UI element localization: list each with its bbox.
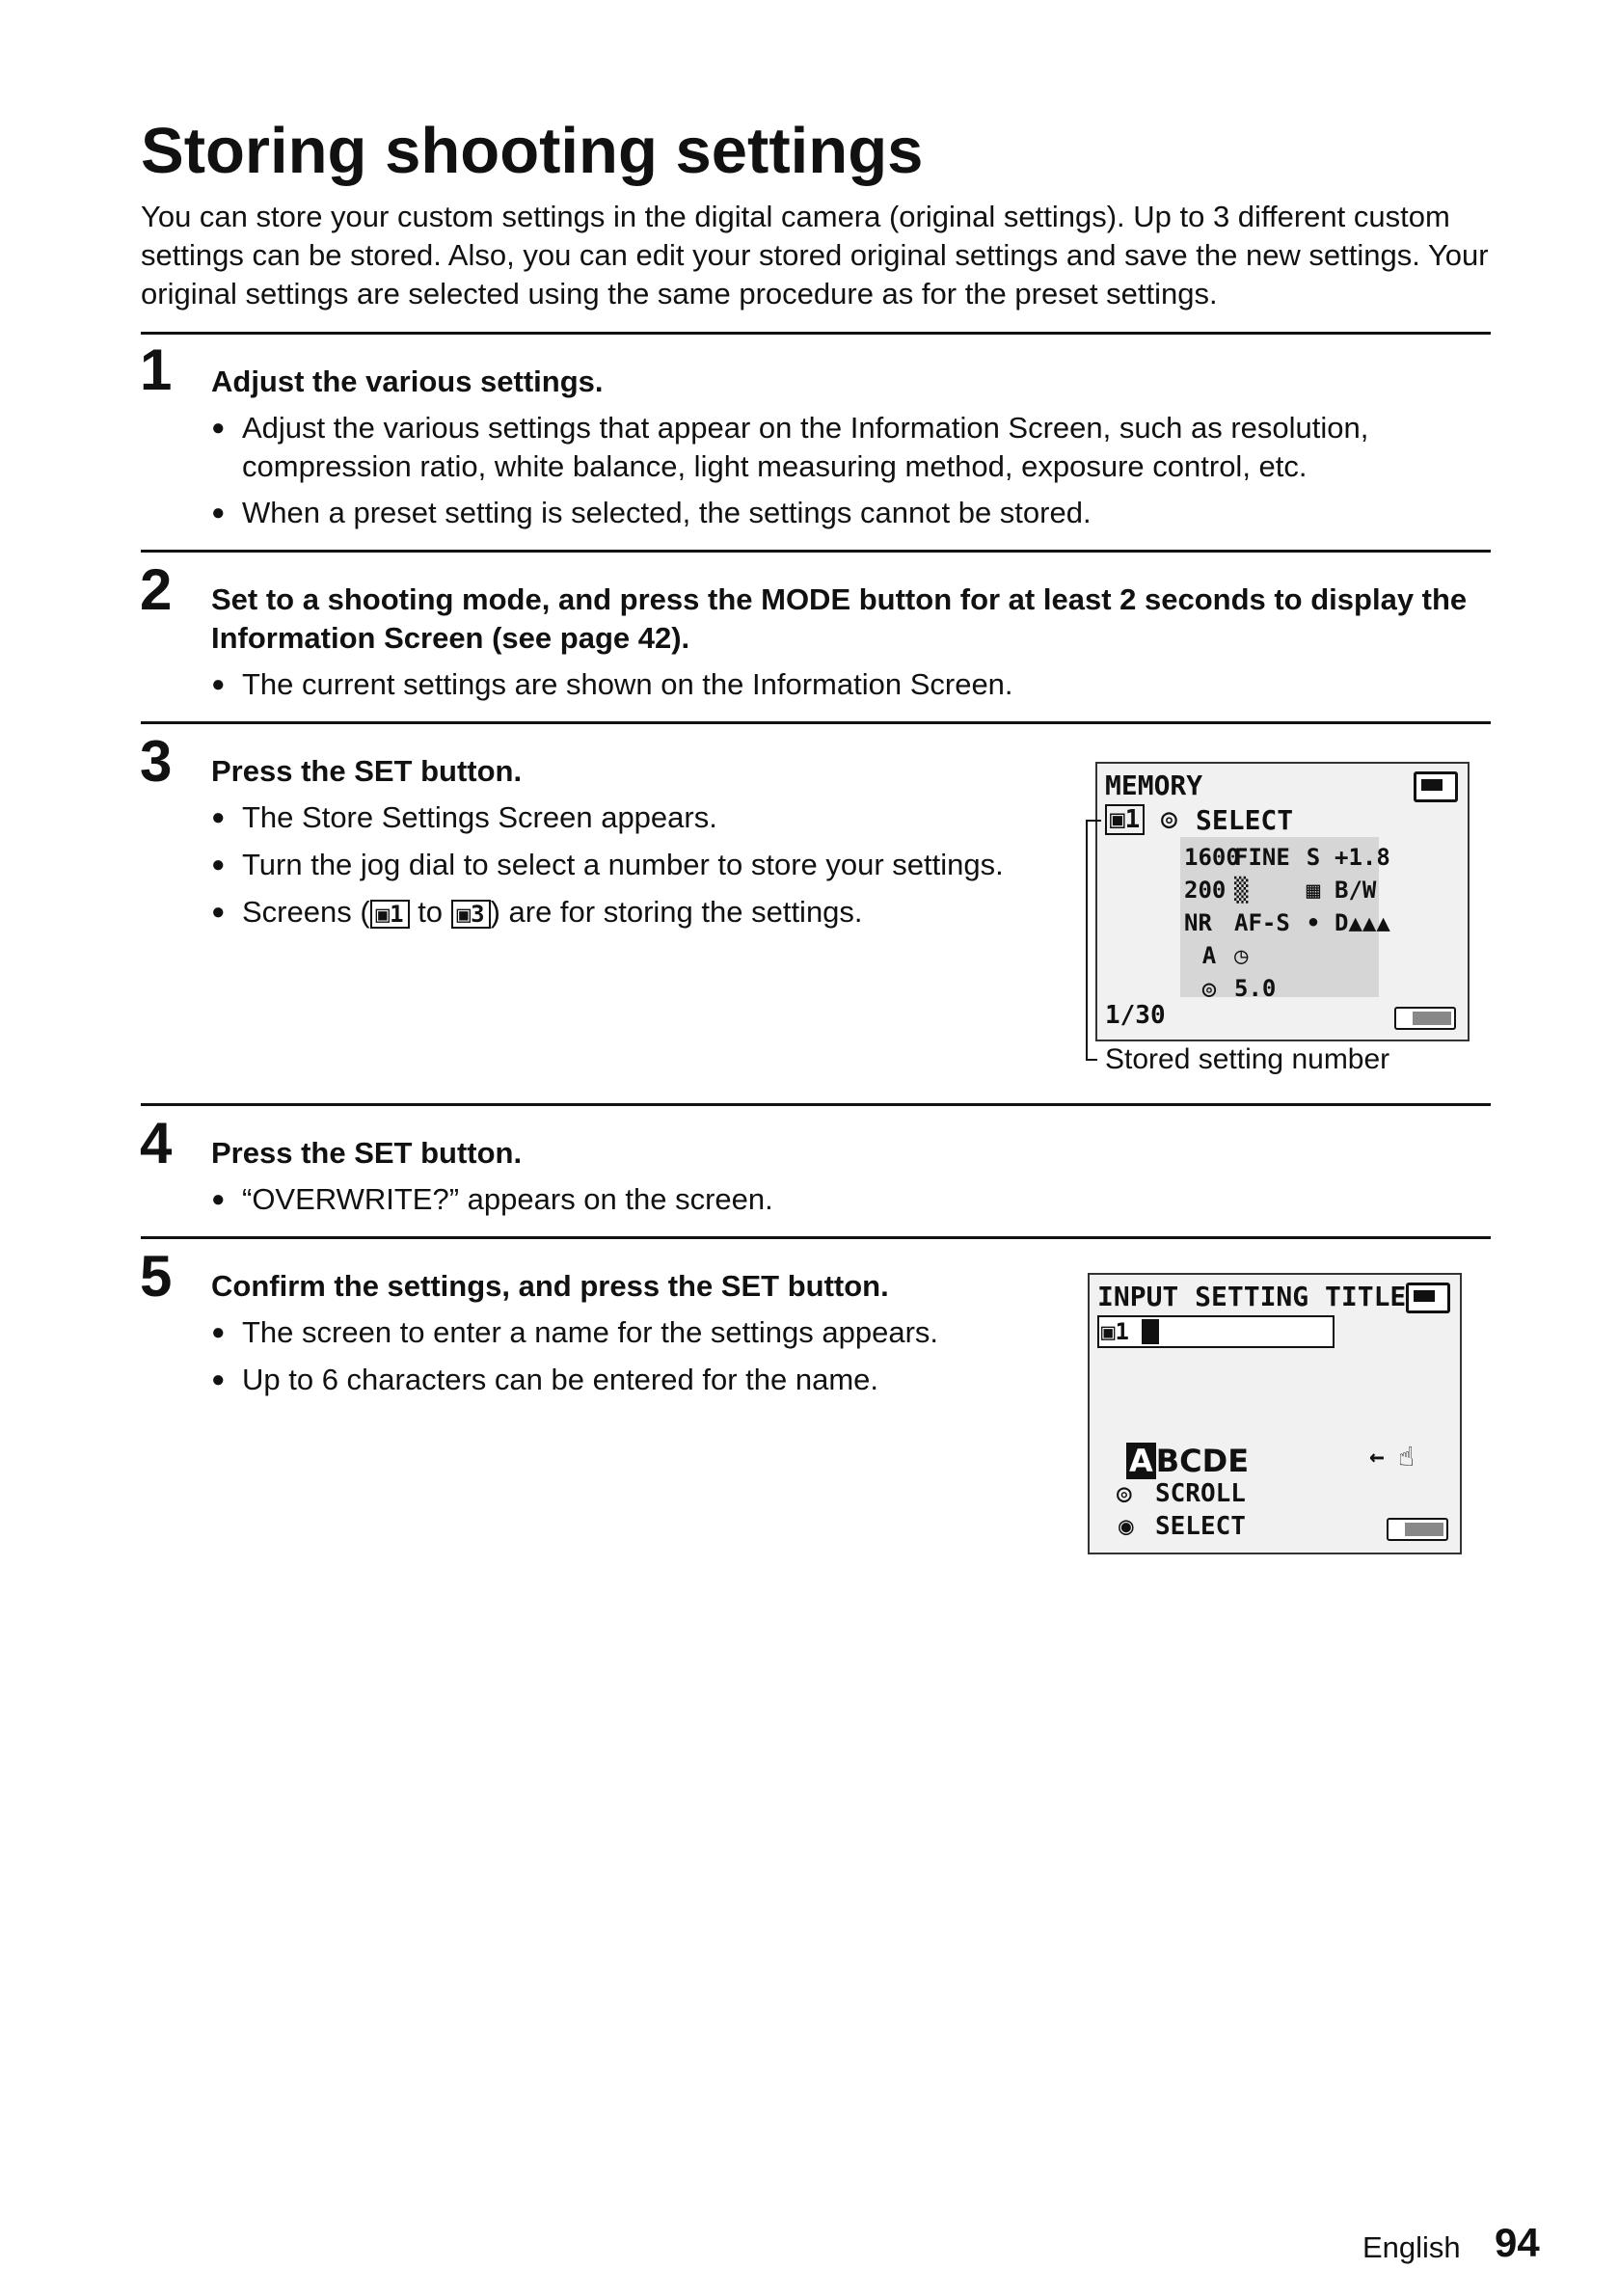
- bullet-text: ) are for storing the settings.: [490, 895, 863, 929]
- color-mode-value: B/W: [1335, 877, 1377, 904]
- callout-line: [1086, 1059, 1097, 1061]
- step-bullet: ● Up to 6 characters can be entered for the name.: [211, 1361, 1091, 1399]
- footer-language: English: [1362, 2230, 1461, 2264]
- intro-paragraph: You can store your custom settings in the digital camera (original settings). Up to 3 different custom settings can be stored. Also, you can edit your stored original settings and save the new settings. Your original settings are selected using the same procedure as for the preset settings.: [141, 200, 1489, 311]
- step-heading: Adjust the various settings.: [211, 365, 604, 398]
- microphone-icon: •: [1306, 909, 1321, 936]
- hand-pointer-icon: ☝: [1398, 1441, 1415, 1472]
- select-label: SELECT: [1196, 804, 1294, 836]
- settings-grid: [1184, 841, 1390, 1005]
- selected-character: A: [1126, 1443, 1156, 1479]
- step-bullet: ● The Store Settings Screen appears.: [211, 798, 1091, 837]
- select-label: SELECT: [1155, 1512, 1246, 1541]
- camera-mode-icon: [1406, 1283, 1450, 1313]
- camera-mode-icon: [1414, 771, 1458, 802]
- step-number: 2: [140, 557, 173, 622]
- noise-reduction-value: NR: [1184, 909, 1212, 936]
- divider: [141, 332, 1491, 335]
- memory-slot-icon: ▣1: [1105, 804, 1145, 835]
- focus-mode-value: AF-S: [1234, 909, 1290, 936]
- memory-slot-icon: ▣3: [451, 900, 491, 929]
- step-heading: Set to a shooting mode, and press the MODE button for at least 2 seconds to display the Information Screen (see page 42).: [211, 582, 1468, 655]
- step-bullet: ● “OVERWRITE?” appears on the screen.: [211, 1180, 1496, 1219]
- store-settings-screen: [1095, 762, 1470, 1041]
- divider: [141, 550, 1491, 553]
- step-bullet: [211, 893, 1091, 932]
- title-input-field[interactable]: [1097, 1315, 1335, 1348]
- step-number: 1: [140, 338, 173, 402]
- divider: [141, 1236, 1491, 1239]
- step-heading: Press the SET button.: [211, 1136, 523, 1170]
- divider: [141, 1103, 1491, 1106]
- scroll-label: SCROLL: [1155, 1479, 1246, 1508]
- step-number: 3: [140, 729, 173, 794]
- memory-slot-icon: ▣1: [1101, 1318, 1129, 1345]
- resolution-value: 1600: [1184, 844, 1240, 871]
- exposure-mode-value: A: [1201, 942, 1217, 969]
- bullet-text: Screens (: [242, 895, 370, 929]
- step-number: 4: [140, 1111, 173, 1175]
- jog-dial-icon: ◎: [1161, 802, 1177, 834]
- callout-line: [1086, 820, 1088, 1061]
- step-number: 5: [140, 1244, 173, 1309]
- bullet-text: to: [409, 895, 451, 929]
- step-heading: Press the SET button.: [211, 754, 523, 788]
- step-heading: Confirm the settings, and press the SET button.: [211, 1269, 889, 1303]
- callout-caption: Stored setting number: [1105, 1043, 1390, 1075]
- aperture-value: 5.0: [1234, 975, 1277, 1002]
- drive-mode-value: D▲▲▲: [1335, 909, 1390, 936]
- character-list: BCDE: [1155, 1443, 1250, 1479]
- shot-counter: 1/30: [1105, 1001, 1166, 1030]
- arrow-pad-icon: ◉: [1119, 1512, 1134, 1541]
- backspace-arrow-icon: ←: [1369, 1443, 1385, 1472]
- screen-header: MEMORY: [1105, 770, 1203, 801]
- input-title-screen: [1088, 1273, 1462, 1554]
- self-timer-icon: ◷: [1234, 942, 1249, 969]
- battery-icon: [1387, 1518, 1448, 1541]
- quality-value: FINE: [1234, 844, 1290, 871]
- battery-icon: [1394, 1007, 1456, 1030]
- divider: [141, 721, 1491, 724]
- iso-value: 200: [1184, 877, 1227, 904]
- character-selector[interactable]: [1126, 1443, 1249, 1479]
- metering-icon: ▦: [1306, 877, 1321, 904]
- sharpness-icon: S: [1306, 844, 1321, 871]
- step-bullet: ● When a preset setting is selected, the settings cannot be stored.: [211, 494, 1496, 532]
- step-bullet: ● Turn the jog dial to select a number to store your settings.: [211, 846, 1091, 884]
- text-cursor: [1142, 1319, 1159, 1344]
- jog-dial-icon: ◎: [1117, 1479, 1132, 1508]
- callout-line: [1086, 820, 1101, 822]
- memory-slot-icon: ▣1: [370, 900, 410, 929]
- exposure-value: +1.8: [1335, 844, 1390, 871]
- page-title: Storing shooting settings: [141, 115, 924, 187]
- page-number: 94: [1495, 2220, 1540, 2265]
- step-bullet: ● The current settings are shown on the Information Screen.: [211, 665, 1496, 704]
- step-bullet: ● Adjust the various settings that appear on the Information Screen, such as resolution, compression ratio, white balance, light measuring method, exposure control, etc.: [211, 409, 1496, 486]
- screen-header: INPUT SETTING TITLE: [1097, 1281, 1407, 1312]
- white-balance-icon: ▒: [1234, 877, 1249, 904]
- aperture-icon: ◎: [1201, 975, 1217, 1002]
- step-bullet: ● The screen to enter a name for the settings appears.: [211, 1313, 1091, 1352]
